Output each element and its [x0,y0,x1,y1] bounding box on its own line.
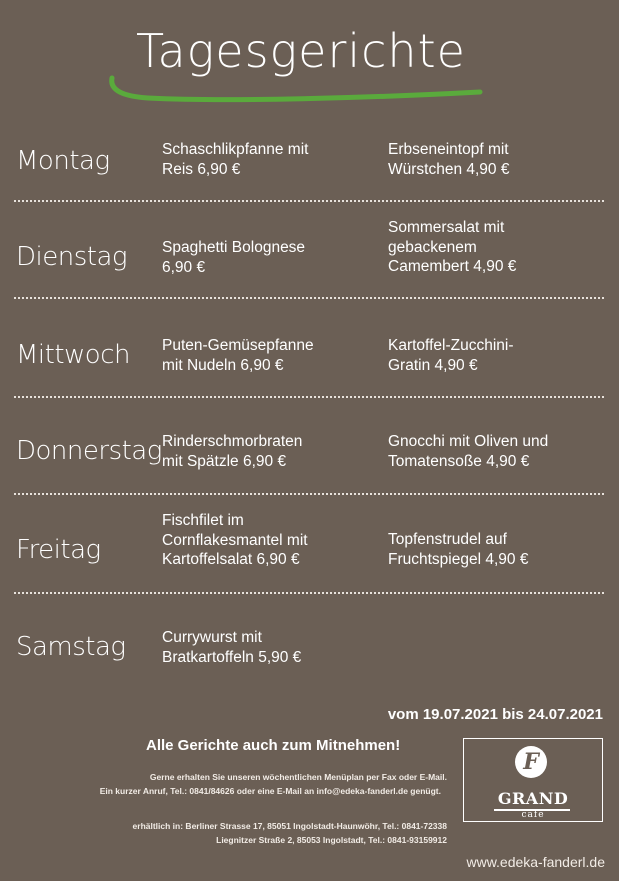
dotted-divider [14,200,604,202]
title-swoosh [108,64,488,108]
main-dish: Currywurst mit Bratkartoffeln 5,90 € [162,629,302,666]
dotted-divider [14,297,604,299]
logo-subtitle: café [521,810,545,820]
dotted-divider [14,592,604,594]
info-line-1: Gerne erhalten Sie unseren wöchentlichen Menüplan per Fax oder E-Mail. [149,772,447,782]
logo-f-emblem: F [515,746,547,778]
date-range: vom 19.07.2021 bis 24.07.2021 [387,706,603,723]
info-line-2: Ein kurzer Anruf, Tel.: 0841/84626 oder eine E-Mail an info@edeka-fanderl.de genügt. [99,786,441,796]
main-dish: Spaghetti Bolognese 6,90 € [162,239,306,276]
day-label: Freitag [16,535,101,565]
takeaway-notice: Alle Gerichte auch zum Mitnehmen! [146,737,401,754]
main-dish: Puten-Gemüsepfanne mit Nudeln 6,90 € [162,337,314,374]
second-dish: Gnocchi mit Oliven und Tomatensoße 4,90 € [388,433,549,470]
second-dish: Kartoffel-Zucchini- Gratin 4,90 € [388,337,514,374]
address-line-1: erhältlich in: Berliner Strasse 17, 85051 Ingolstadt-Haunwöhr, Tel.: 0841-72338 [132,821,447,831]
day-label: Montag [16,146,110,176]
main-dish: Fischfilet im Cornflakesmantel mit Kartoffelsalat 6,90 € [162,512,308,568]
main-dish: Schaschlikpfanne mit Reis 6,90 € [162,141,309,178]
day-label: Dienstag [16,242,127,272]
second-dish: Sommersalat mit gebackenem Camembert 4,90 € [388,219,517,275]
day-label: Samstag [16,632,126,662]
second-dish: Topfenstrudel auf Fruchtspiegel 4,90 € [388,531,529,568]
website-link[interactable]: www.edeka-fanderl.de [466,854,605,870]
grand-cafe-logo [463,738,603,822]
address-line-2: Liegnitzer Straße 2, 85053 Ingolstadt, Tel.: 0841-93159912 [216,835,447,845]
dotted-divider [14,493,604,495]
dotted-divider [14,396,604,398]
logo-name: GRAND [497,789,569,808]
main-dish: Rinderschmorbraten mit Spätzle 6,90 € [162,433,303,470]
day-label: Donnerstag [16,436,162,466]
second-dish: Erbseneintopf mit Würstchen 4,90 € [388,141,510,178]
day-label: Mittwoch [16,340,130,370]
page-title: Tagesgerichte [136,24,466,78]
